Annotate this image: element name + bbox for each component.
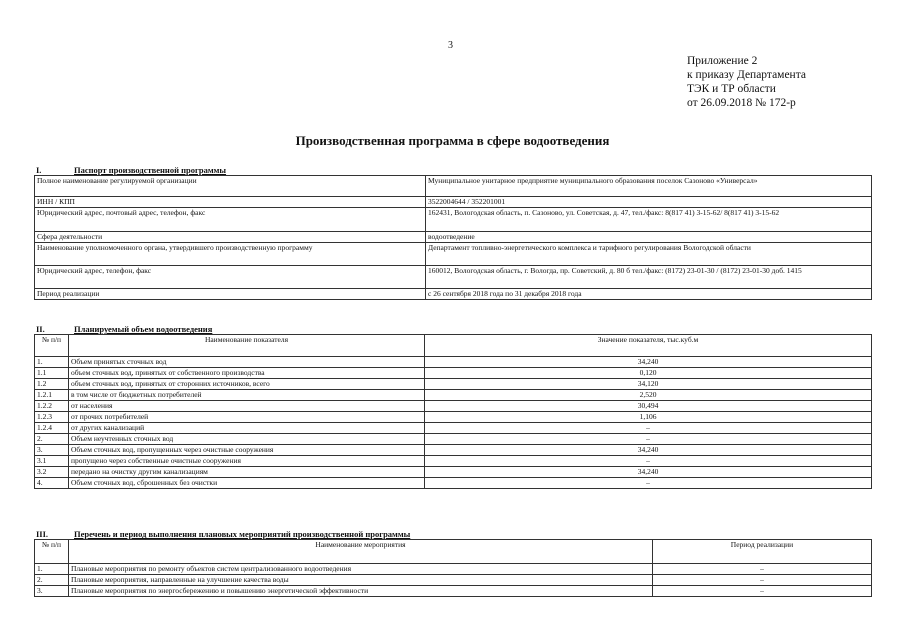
table-cell-num: 3.1 [35, 456, 69, 467]
table-cell-name: пропущено через собственные очистные сооружения [69, 456, 425, 467]
table-row [35, 357, 872, 368]
table-row [35, 401, 872, 412]
table-cell-value: 34,120 [425, 379, 872, 390]
volume-table [34, 334, 872, 489]
table-row [35, 176, 872, 197]
table-cell-num: 4. [35, 478, 69, 489]
table-row [35, 368, 872, 379]
page-number: 3 [448, 40, 453, 51]
table-row [35, 478, 872, 489]
header-num: № п/п [35, 335, 69, 357]
table-row [35, 243, 872, 266]
header-period: Период реализации [653, 540, 872, 564]
table-cell-value: 34,240 [425, 445, 872, 456]
table-row [35, 412, 872, 423]
measures-table [34, 539, 872, 597]
header-name: Наименование показателя [69, 335, 425, 357]
table-cell-num: 1. [35, 564, 69, 575]
table-cell-num: 1.2.1 [35, 390, 69, 401]
appendix-line: от 26.09.2018 № 172-р [687, 97, 796, 109]
table-cell-value: 34,240 [425, 357, 872, 368]
table-cell-num: 2. [35, 434, 69, 445]
table-cell-value: 2,520 [425, 390, 872, 401]
table-cell-num: 1.2.4 [35, 423, 69, 434]
passport-table [34, 175, 872, 300]
section-heading-volume [36, 324, 212, 334]
header-num: № п/п [35, 540, 69, 564]
table-cell-name: Объем неучтенных сточных вод [69, 434, 425, 445]
table-cell-num: 3. [35, 445, 69, 456]
table-cell-name: в том числе от бюджетных потребителей [69, 390, 425, 401]
table-cell-num: 1.2.2 [35, 401, 69, 412]
table-cell-num: 3. [35, 586, 69, 597]
table-cell-name: от прочих потребителей [69, 412, 425, 423]
table-cell-name: от других канализаций [69, 423, 425, 434]
appendix-note [687, 54, 806, 110]
table-cell-value: – [425, 456, 872, 467]
table-row [35, 456, 872, 467]
section-number: I. [36, 165, 42, 175]
table-cell-value: 1,106 [425, 412, 872, 423]
table-cell-name: передано на очистку другим канализациям [69, 467, 425, 478]
table-row [35, 434, 872, 445]
table-cell-value: Муниципальное унитарное предприятие муниципального образования поселок Сазоново «Универсал» [426, 176, 872, 197]
table-cell-num: 1. [35, 357, 69, 368]
table-cell-name: Объем сточных вод, пропущенных через очистные сооружения [69, 445, 425, 456]
table-cell-value: с 26 сентября 2018 года по 31 декабря 2018 года [426, 289, 872, 300]
table-cell-num: 2. [35, 575, 69, 586]
table-cell-label: Юридический адрес, почтовый адрес, телефон, факс [35, 208, 426, 232]
table-cell-value: 0,120 [425, 368, 872, 379]
section-heading-passport [36, 165, 226, 175]
section-title: Паспорт производственной программы [74, 165, 227, 175]
table-cell-num: 1.2.3 [35, 412, 69, 423]
table-cell-value: 3522004644 / 352201001 [426, 197, 872, 208]
table-cell-label: Наименование уполномоченного органа, утвердившего производственную программу [35, 243, 426, 266]
section-heading-measures [36, 529, 410, 539]
table-cell-name: объем сточных вод, принятых от сторонних источников, всего [69, 379, 425, 390]
table-cell-label: ИНН / КПП [35, 197, 426, 208]
table-row [35, 208, 872, 232]
table-cell-num: 3.2 [35, 467, 69, 478]
table-row [35, 289, 872, 300]
table-row [35, 467, 872, 478]
table-cell-value: – [425, 434, 872, 445]
appendix-line: ТЭК и ТР области [687, 83, 776, 95]
table-cell-name: Объем принятых сточных вод [69, 357, 425, 368]
table-row [35, 197, 872, 208]
table-row [35, 232, 872, 243]
table-cell-num: 1.2 [35, 379, 69, 390]
table-cell-period: – [653, 586, 872, 597]
table-cell-value: Департамент топливно-энергетического комплекса и тарифного регулирования Вологодской области [426, 243, 872, 266]
table-cell-label: Полное наименование регулируемой организации [35, 176, 426, 197]
table-cell-label: Период реализации [35, 289, 426, 300]
header-value: Значение показателя, тыс.куб.м [425, 335, 872, 357]
table-cell-label: Юридический адрес, телефон, факс [35, 266, 426, 289]
table-cell-name: Плановые мероприятия по энергосбережению и повышению энергетической эффективности [69, 586, 653, 597]
table-cell-name: от населения [69, 401, 425, 412]
table-cell-value: 162431, Вологодская область, п. Сазоново, ул. Советская, д. 47, тел./факс: 8(817 41) 3-15-62/ 8(817 41) 3-15-62 [426, 208, 872, 232]
table-cell-value: 30,494 [425, 401, 872, 412]
table-cell-period: – [653, 564, 872, 575]
section-title: Перечень и период выполнения плановых мероприятий производственной программы [74, 529, 411, 539]
appendix-line: Приложение 2 [687, 55, 758, 67]
section-number: III. [36, 529, 49, 539]
table-row [35, 575, 872, 586]
appendix-line: к приказу Департамента [687, 69, 806, 81]
table-cell-name: Плановые мероприятия, направленные на улучшение качества воды [69, 575, 653, 586]
table-row [35, 390, 872, 401]
table-cell-period: – [653, 575, 872, 586]
table-cell-name: объем сточных вод, принятых от собственного производства [69, 368, 425, 379]
table-cell-value: водоотведение [426, 232, 872, 243]
table-cell-value: – [425, 478, 872, 489]
table-cell-label: Сфера деятельности [35, 232, 426, 243]
table-row [35, 423, 872, 434]
table-header-row [35, 335, 872, 357]
table-cell-value: – [425, 423, 872, 434]
table-header-row [35, 540, 872, 564]
table-cell-num: 1.1 [35, 368, 69, 379]
table-row [35, 586, 872, 597]
section-title: Планируемый объем водоотведения [74, 324, 213, 334]
table-cell-value: 160012, Вологодская область, г. Вологда, пр. Советский, д. 80 б тел./факс: (8172) 23-01-30 / (8172) 23-01-30 доб. 1415 [426, 266, 872, 289]
header-name: Наименование мероприятия [69, 540, 653, 564]
table-cell-value: 34,240 [425, 467, 872, 478]
table-row [35, 445, 872, 456]
document-title: Производственная программа в сфере водоотведения [295, 133, 610, 148]
table-cell-name: Объем сточных вод, сброшенных без очистки [69, 478, 425, 489]
table-cell-name: Плановые мероприятия по ремонту объектов систем централизованного водоотведения [69, 564, 653, 575]
table-row [35, 379, 872, 390]
table-row [35, 564, 872, 575]
section-number: II. [36, 324, 45, 334]
table-row [35, 266, 872, 289]
